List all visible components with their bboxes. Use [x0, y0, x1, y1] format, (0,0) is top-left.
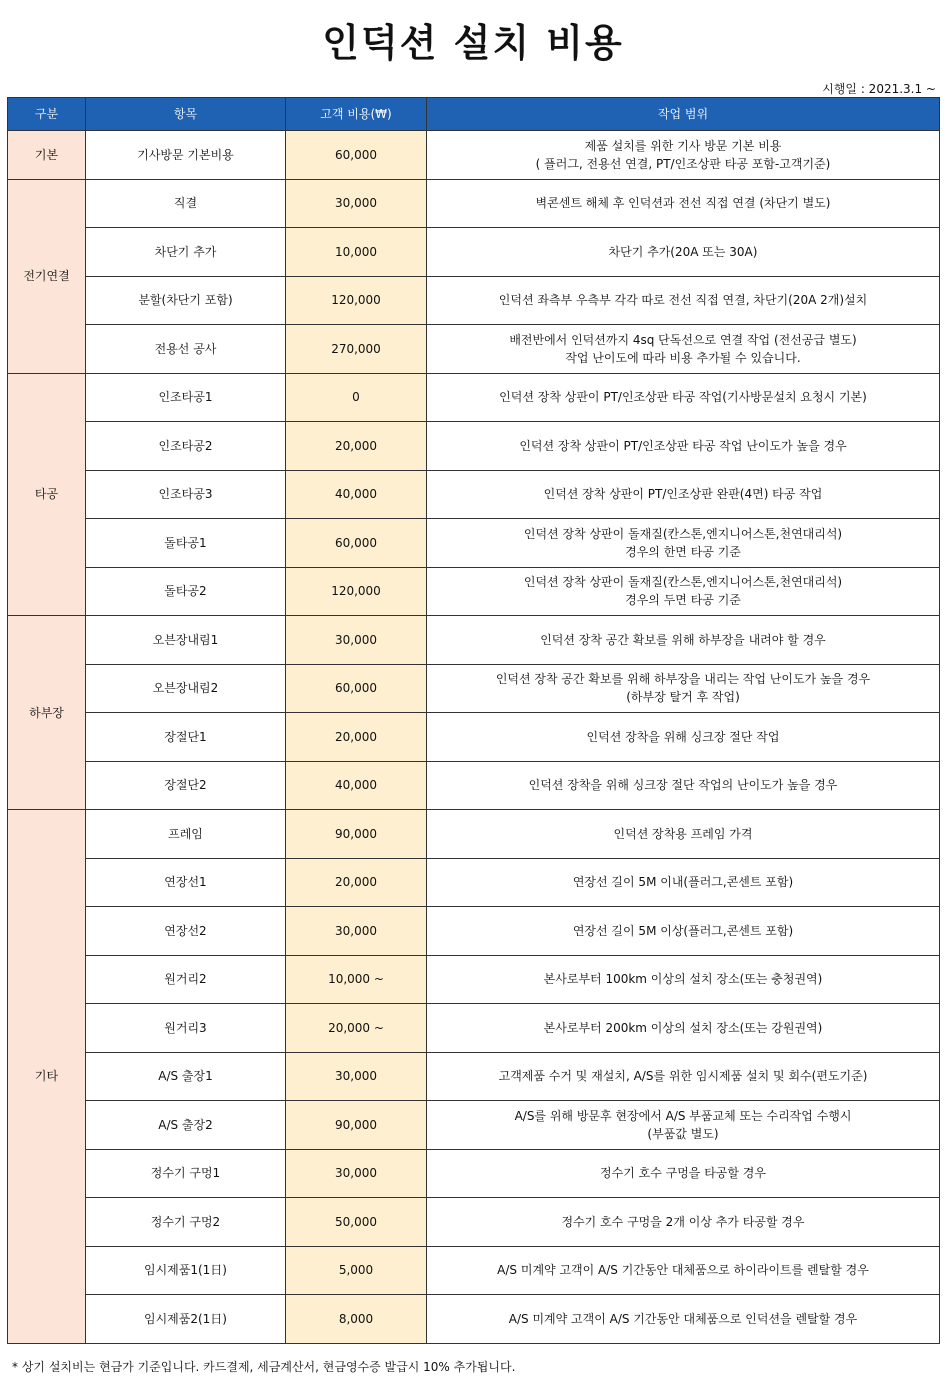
scope-cell: 인덕션 장착용 프레임 가격	[427, 810, 940, 859]
scope-cell: 인덕션 장착 상판이 PT/인조상판 타공 작업 난이도가 높을 경우	[427, 422, 940, 471]
price-cell: 60,000	[286, 664, 427, 713]
header-category: 구분	[8, 98, 86, 131]
table-row	[8, 519, 940, 568]
price-cell: 20,000 ~	[286, 1004, 427, 1053]
table-row	[8, 373, 940, 422]
price-cell: 60,000	[286, 131, 427, 180]
price-cell: 40,000	[286, 761, 427, 810]
item-cell: 정수기 구멍2	[86, 1198, 286, 1247]
item-cell: 직결	[86, 179, 286, 228]
scope-cell: 제품 설치를 위한 기사 방문 기본 비용 ( 플러그, 전용선 연결, PT/인조상판 타공 포함-고객기준)	[427, 131, 940, 180]
price-cell: 50,000	[286, 1198, 427, 1247]
header-price: 고객 비용(₩)	[286, 98, 427, 131]
table-row	[8, 955, 940, 1004]
table-row	[8, 179, 940, 228]
table-row	[8, 1295, 940, 1344]
scope-cell: 배전반에서 인덕션까지 4sq 단독선으로 연결 작업 (전선공급 별도) 작업 난이도에 따라 비용 추가될 수 있습니다.	[427, 325, 940, 374]
scope-cell: 인덕션 장착을 위해 싱크장 절단 작업의 난이도가 높을 경우	[427, 761, 940, 810]
price-cell: 30,000	[286, 1052, 427, 1101]
price-cell: 10,000	[286, 228, 427, 277]
price-cell: 90,000	[286, 1101, 427, 1150]
item-cell: 인조타공1	[86, 373, 286, 422]
header-scope: 작업 범위	[427, 98, 940, 131]
scope-cell: 연장선 길이 5M 이내(플러그,콘센트 포함)	[427, 858, 940, 907]
footnote: * 상기 설치비는 현금가 기준입니다. 카드결제, 세금계산서, 현금영수증 발급시 10% 추가됩니다.	[12, 1360, 516, 1374]
item-cell: 원거리3	[86, 1004, 286, 1053]
item-cell: 인조타공2	[86, 422, 286, 471]
header-item: 항목	[86, 98, 286, 131]
table-row	[8, 1101, 940, 1150]
table-row	[8, 276, 940, 325]
scope-cell: 정수기 호수 구멍을 타공할 경우	[427, 1149, 940, 1198]
price-cell: 40,000	[286, 470, 427, 519]
scope-cell: 인덕션 장착 공간 확보를 위해 하부장을 내려야 할 경우	[427, 616, 940, 665]
scope-cell: 인덕션 장착을 위해 싱크장 절단 작업	[427, 713, 940, 762]
table-row	[8, 810, 940, 859]
price-cell: 120,000	[286, 276, 427, 325]
price-cell: 30,000	[286, 179, 427, 228]
item-cell: 연장선2	[86, 907, 286, 956]
scope-cell: 인덕션 장착 상판이 돌재질(칸스톤,엔지니어스톤,천연대리석) 경우의 두면 타공 기준	[427, 567, 940, 616]
table-row	[8, 1052, 940, 1101]
scope-cell: 차단기 추가(20A 또는 30A)	[427, 228, 940, 277]
item-cell: A/S 출장2	[86, 1101, 286, 1150]
item-cell: 돌타공1	[86, 519, 286, 568]
item-cell: 원거리2	[86, 955, 286, 1004]
item-cell: 돌타공2	[86, 567, 286, 616]
table-row	[8, 228, 940, 277]
price-cell: 10,000 ~	[286, 955, 427, 1004]
scope-cell: 연장선 길이 5M 이상(플러그,콘센트 포함)	[427, 907, 940, 956]
scope-cell: 벽콘센트 해체 후 인덕션과 전선 직접 연결 (차단기 별도)	[427, 179, 940, 228]
table-row	[8, 1004, 940, 1053]
item-cell: 정수기 구멍1	[86, 1149, 286, 1198]
scope-cell: 본사로부터 100km 이상의 설치 장소(또는 충청권역)	[427, 955, 940, 1004]
item-cell: 장절단1	[86, 713, 286, 762]
price-cell: 30,000	[286, 907, 427, 956]
price-cell: 20,000	[286, 858, 427, 907]
scope-cell: A/S 미계약 고객이 A/S 기간동안 대체품으로 인덕션을 렌탈할 경우	[427, 1295, 940, 1344]
item-cell: 프레임	[86, 810, 286, 859]
table-row	[8, 470, 940, 519]
scope-cell: A/S 미계약 고객이 A/S 기간동안 대체품으로 하이라이트를 렌탈할 경우	[427, 1246, 940, 1295]
table-row	[8, 131, 940, 180]
price-table	[7, 97, 940, 1344]
scope-cell: A/S를 위해 방문후 현장에서 A/S 부품교체 또는 수리작업 수행시 (부품값 별도)	[427, 1101, 940, 1150]
price-cell: 20,000	[286, 422, 427, 471]
price-cell: 30,000	[286, 616, 427, 665]
scope-cell: 본사로부터 200km 이상의 설치 장소(또는 강원권역)	[427, 1004, 940, 1053]
price-cell: 120,000	[286, 567, 427, 616]
item-cell: 임시제품1(1日)	[86, 1246, 286, 1295]
scope-cell: 인덕션 좌측부 우측부 각각 따로 전선 직접 연결, 차단기(20A 2개)설치	[427, 276, 940, 325]
table-row	[8, 325, 940, 374]
header-row	[8, 98, 940, 131]
item-cell: 인조타공3	[86, 470, 286, 519]
category-cell: 타공	[8, 373, 86, 616]
table-row	[8, 616, 940, 665]
scope-cell: 인덕션 장착 상판이 PT/인조상판 타공 작업(기사방문설치 요청시 기본)	[427, 373, 940, 422]
table-row	[8, 567, 940, 616]
price-cell: 0	[286, 373, 427, 422]
table-row	[8, 1149, 940, 1198]
scope-cell: 인덕션 장착 상판이 돌재질(칸스톤,엔지니어스톤,천연대리석) 경우의 한면 타공 기준	[427, 519, 940, 568]
price-cell: 60,000	[286, 519, 427, 568]
item-cell: 기사방문 기본비용	[86, 131, 286, 180]
price-cell: 5,000	[286, 1246, 427, 1295]
item-cell: 오븐장내림1	[86, 616, 286, 665]
scope-cell: 인덕션 장착 상판이 PT/인조상판 완판(4면) 타공 작업	[427, 470, 940, 519]
price-cell: 90,000	[286, 810, 427, 859]
category-cell: 전기연결	[8, 179, 86, 373]
item-cell: 전용선 공사	[86, 325, 286, 374]
item-cell: A/S 출장1	[86, 1052, 286, 1101]
effective-date: 시행일 : 2021.3.1 ~	[822, 82, 936, 96]
table-row	[8, 713, 940, 762]
item-cell: 오븐장내림2	[86, 664, 286, 713]
page-title: 인덕션 설치 비용	[322, 21, 624, 65]
table-row	[8, 664, 940, 713]
table-body	[8, 131, 940, 1344]
category-cell: 하부장	[8, 616, 86, 810]
price-cell: 20,000	[286, 713, 427, 762]
table-row	[8, 1198, 940, 1247]
table-row	[8, 858, 940, 907]
scope-cell: 인덕션 장착 공간 확보를 위해 하부장을 내리는 작업 난이도가 높을 경우 (하부장 탈거 후 작업)	[427, 664, 940, 713]
table-row	[8, 422, 940, 471]
item-cell: 장절단2	[86, 761, 286, 810]
price-cell: 270,000	[286, 325, 427, 374]
category-cell: 기타	[8, 810, 86, 1344]
item-cell: 분할(차단기 포함)	[86, 276, 286, 325]
price-cell: 30,000	[286, 1149, 427, 1198]
category-cell: 기본	[8, 131, 86, 180]
table-row	[8, 761, 940, 810]
table-row	[8, 907, 940, 956]
scope-cell: 고객제품 수거 및 재설치, A/S를 위한 임시제품 설치 및 회수(편도기준)	[427, 1052, 940, 1101]
item-cell: 임시제품2(1日)	[86, 1295, 286, 1344]
scope-cell: 정수기 호수 구멍을 2개 이상 추가 타공할 경우	[427, 1198, 940, 1247]
item-cell: 연장선1	[86, 858, 286, 907]
item-cell: 차단기 추가	[86, 228, 286, 277]
price-cell: 8,000	[286, 1295, 427, 1344]
table-row	[8, 1246, 940, 1295]
